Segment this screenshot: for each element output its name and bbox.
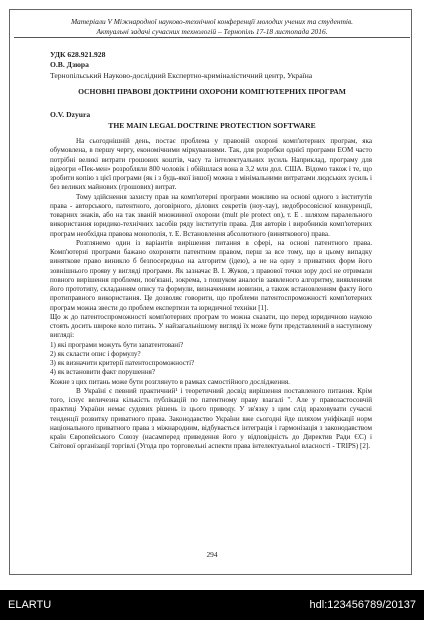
author-uk: О.В. Дзюра [50,60,89,69]
paragraph: Що ж до патентоспроможності комп'ютерних програм то можна сказати, що перед юридичною наукою стоять досить широке коло питань. У найзагальнішому вигляді їх може бути представлений в наступному вигляді: [50,312,372,340]
list-item: 4) як встановити факт порушення? [50,368,156,377]
running-header-line2: Актуальні задачі сучасних технологій – Тернопіль 17-18 листопада 2016. [96,27,328,36]
list-item: 3) як визначити критерії патентоспроможності? [50,359,195,367]
title-uk: ОСНОВНІ ПРАВОВІ ДОКТРИНИ ОХОРОНИ КОМП'ЮТЕРНИХ ПРОГРАМ [78,87,346,96]
page-number: 294 [206,550,218,559]
paragraph: Розглянемо один із варіантів вирішення питання в сфері, на основі патентного права. Комп'ютерні програми бажано охороняти патентним правом, перш за все тому, що в цьому випадку виняткове право виникло б безпосередньо на алгоритм (ідею), а не на одну з приватних форм його зовнішнього прояву у вигляді програми. Як зазначає В. І. Жуков, з правової точки зору досі не отримали повного вирішення проблеми, пов'язані, зокрема, з пошуком аналогів заявленого алгоритму, виявленням його прототипу, складанням опису та формули, визначенням новизни, а також встановленням факту його протиправного використання. Це дозволяє говорити, що проблеми патентоспроможності комп'ютерних програм можна звести до проблем експертизи та юридичної техніки [1]. [50,238,372,312]
repository-footer-bar [0,590,424,620]
udk-code: УДК 628.921.928 [50,50,106,59]
header-rule [14,37,410,38]
running-header-line1: Матеріали V Міжнародної науково-технічної конференції молодих учених та студентів. [70,17,354,26]
affiliation: Тернопільський Науково-дослідний Експертно-криміналістичний центр, Україна [50,71,313,80]
paragraph: Тому здійснення захисту прав на комп'ютерні програми можливо на основі одного з інститутів права - авторського, патентного, договірного, ділових секретів (ноу-хау), недобросовісної конкуренції, товарних знаків, або на так званій множинної охорони (mult ple protect on), т. Е . шляхом паралельного використання юридико-технічних засобів ряду інститутів права. Для авторів і виробників комп'ютерних програм необхідна правова монополія, т. Е. Встановлення абсолютного (виняткового) права. [50,192,372,238]
author-en: O.V. Dzyura [50,110,91,119]
paragraph: На сьогоднішній день, постає проблема у правовій охороні комп'ютерних програм, яка обумовлена, в першу чергу, економічними міркуваннями. Так, для розробки однієї програми ЕОМ часто потрібні великі витрати грошових коштів, часу та інтелектуальних зусиль Наприклад, програму для відеогри «Пек-мен» розробляли 800 чоловік і обійшлася вона в 3,2 млн дол. США. Відомо також і те, що зробити копію з цієї програми (як і з будь-якої іншої) можна з мінімальними витратами людських зусиль і без великих майнових (грошових) витрат. [50,137,372,192]
article-body [50,137,372,452]
list-item: 1) які програми можуть бути запатентовані? [50,340,184,349]
paragraph: В Україні є певний практичний¹ і теоретичний досвід вирішення поставленого питання. Крім того, існує величезна кількість публікацій по патентному праву взагалі ". Але у правозастосовчій практиці України немає судових рішень із цього приводу. У зв'язку з цим слід враховувати сучасні тенденції розвитку приватного права. Законодавство України вже сьогодні йде шляхом уніфікації норм національного приватного права з міжнародним, відбувається інтеграція і гармонізація з законодавством країн Європейського Союзу (насамперед приведення його у відповідність до Директив Ради ЄС) і Світової організації торгівлі (Угода про торговельні аспекти права інтелектуальної власності - TRIPS) [2]. [50,386,372,451]
title-en: THE MAIN LEGAL DOCTRINE PROTECTION SOFTWARE [108,121,316,130]
paragraph: Кожне з цих питань може бути розглянуто в рамках самостійного дослідження. [50,377,290,386]
repository-name: ELARTU [8,599,52,611]
list-item: 2) як скласти опис і формулу? [50,349,141,358]
handle-identifier: hdl:123456789/20137 [309,599,416,611]
